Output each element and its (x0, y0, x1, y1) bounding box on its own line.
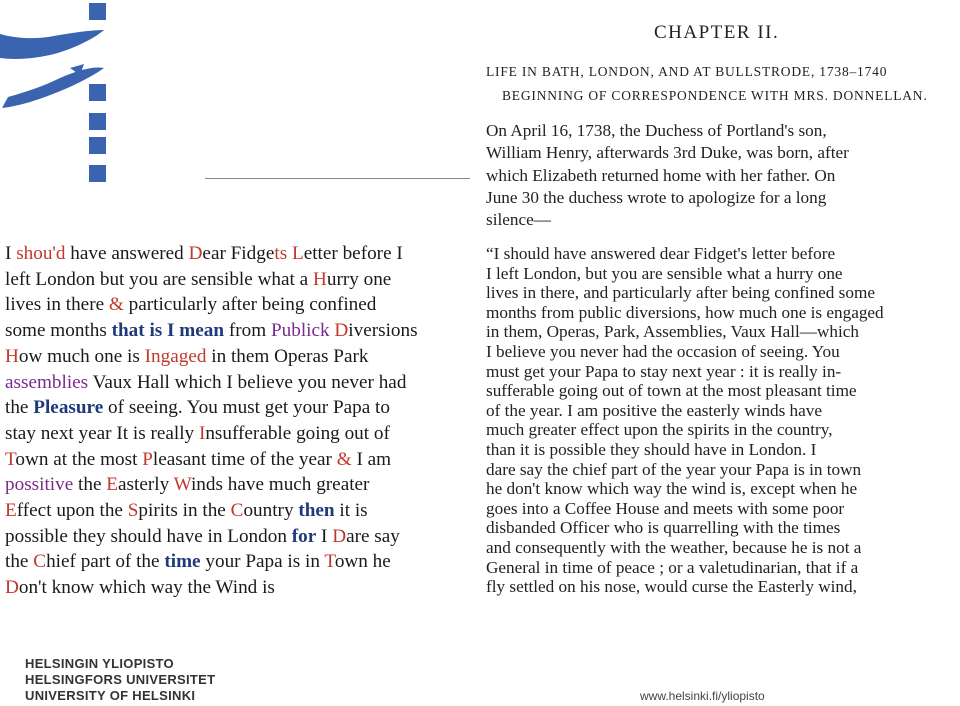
highlighted-word: D (5, 577, 19, 599)
highlighted-word: E (106, 474, 119, 496)
text-segment: asterly (118, 474, 174, 496)
university-name-swedish: HELSINGFORS UNIVERSITET (25, 672, 216, 687)
highlighted-word: L (291, 243, 304, 264)
highlighted-word: ts (274, 243, 288, 264)
para2-line: I left London, but you are sensible what a hurry one (486, 263, 843, 283)
divider-rule (205, 178, 470, 179)
highlighted-word: H (312, 268, 327, 290)
letter-transcription (5, 241, 480, 601)
highlighted-word: shou'd (16, 243, 66, 264)
para1-line: silence— (486, 210, 551, 230)
text-segment: own he (334, 551, 391, 573)
transcription-line (5, 575, 480, 601)
para2-line: of the year. I am positive the easterly winds have (486, 400, 823, 420)
university-url[interactable]: www.helsinki.fi/yliopisto (640, 689, 765, 703)
para2-line: than it is possible they should have in London. I (486, 439, 817, 459)
text-segment: ffect upon the (16, 500, 128, 522)
text-segment: are say (346, 525, 400, 547)
para2-line: I believe you never had the occasion of seeing. You (486, 341, 840, 361)
para2-line: goes into a Coffee House and meets with some poor (486, 498, 845, 518)
text-segment: ow much one is (18, 345, 145, 367)
para2-line: months from public diversions, how much one is engaged (486, 302, 884, 322)
text-segment: some months (5, 320, 112, 342)
highlighted-word: H (5, 345, 19, 367)
highlighted-word: C (33, 551, 47, 573)
transcription-line (5, 524, 480, 550)
highlighted-word: D (334, 320, 349, 342)
chapter-heading-2: BEGINNING OF CORRESPONDENCE WITH MRS. DONNELLAN. (502, 88, 928, 103)
highlighted-word: Publick (270, 320, 330, 342)
transcription-line (5, 395, 480, 421)
transcription-line (5, 267, 480, 293)
para2-line: lives in there, and particularly after being confined some (486, 283, 875, 303)
para2-line: dare say the chief part of the year your Papa is in town (486, 459, 862, 479)
transcription-line (5, 241, 480, 267)
highlighted-word: Ingaged (144, 345, 207, 367)
highlighted-word: & (108, 294, 124, 316)
text-segment: of seeing. You must get your Papa to (103, 397, 390, 419)
text-segment: hief part of the (46, 551, 165, 573)
para2-line: and consequently with the weather, because he is not a (486, 537, 862, 557)
highlighted-word: & (336, 448, 352, 470)
para2-line: sufferable going out of town at the most pleasant time (486, 381, 857, 401)
text-segment: own at the most (15, 448, 143, 470)
highlighted-word: T (324, 551, 335, 573)
highlighted-word: C (230, 500, 244, 522)
intro-paragraph (486, 120, 956, 231)
highlighted-word: W (173, 474, 191, 496)
helsinki-flame-logo-icon (0, 0, 120, 190)
highlighted-word: D (188, 243, 203, 264)
highlighted-word: I (198, 422, 206, 444)
text-segment: I (5, 243, 17, 264)
highlighted-word: Pleasure (33, 397, 104, 419)
text-segment: inds have much greater (190, 474, 370, 496)
text-segment: lives in there (5, 294, 109, 316)
highlighted-word: for (291, 525, 317, 547)
text-segment: the (73, 474, 107, 496)
text-segment: urry one (326, 268, 392, 290)
text-segment: iversions (348, 320, 418, 342)
text-segment: your Papa is in (200, 551, 325, 573)
text-segment: I (316, 525, 333, 547)
transcription-line (5, 344, 480, 370)
chapter-heading-1: LIFE IN BATH, LONDON, AND AT BULLSTRODE, 1738–1740 (486, 64, 888, 79)
transcription-line (5, 318, 480, 344)
text-segment: stay next year It is really (5, 422, 199, 444)
transcription-line (5, 498, 480, 524)
para2-line: General in time of peace ; or a valetudinarian, that if a (486, 557, 859, 577)
highlighted-word: that is I mean (111, 320, 225, 342)
text-segment: possible they should have in London (5, 525, 292, 547)
para2-line: in them, Operas, Park, Assemblies, Vaux Hall—which (486, 322, 859, 342)
para1-line: June 30 the duchess wrote to apologize for a long (486, 187, 827, 207)
text-segment: ountry (243, 500, 299, 522)
highlighted-word: T (5, 448, 16, 470)
text-segment: pirits in the (138, 500, 231, 522)
highlighted-word: then (298, 500, 335, 522)
text-segment: in them Operas Park (206, 345, 369, 367)
para2-line: he don't know which way the wind is, except when he (486, 479, 858, 499)
transcription-line (5, 447, 480, 473)
text-segment: have answered (65, 243, 189, 264)
transcription-line (5, 292, 480, 318)
transcription-line (5, 421, 480, 447)
highlighted-word: E (5, 500, 17, 522)
letter-paragraph (486, 244, 956, 597)
chapter-title: CHAPTER II. (654, 22, 780, 43)
transcription-line (5, 549, 480, 575)
university-name-english: UNIVERSITY OF HELSINKI (25, 688, 196, 703)
text-segment: ear Fidge (202, 243, 275, 264)
text-segment: on't know which way the Wind is (18, 577, 275, 599)
para2-line: fly settled on his nose, would curse the Easterly wind, (486, 577, 857, 597)
text-segment: I am (351, 448, 392, 470)
para2-line: disbanded Officer who is quarrelling with the times (486, 518, 841, 538)
text-segment: the (5, 551, 34, 573)
text-segment: left London but you are sensible what a (5, 268, 313, 290)
text-segment: leasant time of the year (152, 448, 337, 470)
highlighted-word: P (142, 448, 153, 470)
transcription-line (5, 370, 480, 396)
para2-line: must get your Papa to stay next year : it is really in- (486, 361, 842, 381)
para1-line: On April 16, 1738, the Duchess of Portland's son, (486, 121, 827, 140)
para1-line: which Elizabeth returned home with her father. On (486, 165, 836, 185)
text-segment: it is (334, 500, 368, 522)
transcription-line (5, 472, 480, 498)
text-segment: etter before I (303, 243, 403, 264)
highlighted-word: possitive (5, 474, 74, 496)
para1-line: William Henry, afterwards 3rd Duke, was born, after (486, 143, 849, 163)
text-segment: particularly after being confined (123, 294, 377, 316)
highlighted-word: D (332, 525, 347, 547)
university-name-finnish: HELSINGIN YLIOPISTO (25, 656, 174, 671)
text-segment: the (5, 397, 34, 419)
text-segment: from (224, 320, 271, 342)
university-name (25, 656, 215, 704)
text-segment: Vaux Hall which I believe you never had (88, 371, 407, 393)
highlighted-word: time (164, 551, 201, 573)
text-segment: nsufferable going out of (205, 422, 390, 444)
book-scan (482, 0, 960, 606)
para2-line: much greater effect upon the spirits in the country, (486, 420, 833, 440)
para2-line: “I should have answered dear Fidget's letter before (486, 244, 836, 263)
highlighted-word: S (127, 500, 139, 522)
highlighted-word: assemblies (5, 371, 89, 393)
